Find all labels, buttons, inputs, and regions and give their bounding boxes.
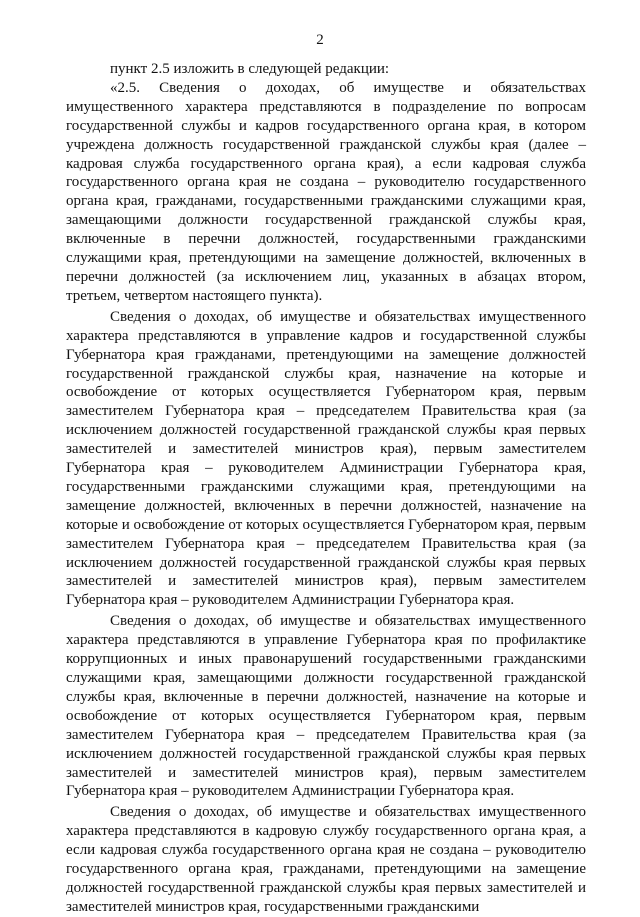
paragraph-2-5-main: «2.5. Сведения о доходах, об имуществе и обязательствах имущественного характера представляются в подразделение по вопросам государственной службы и кадров государственного органа края, в котором учреждена должность государственной гражданской службы края (далее – кадровая служба государственного органа края), а если кадровая служба государственного органа края не создана – руководителю государственного органа края, гражданами, государственными гражданскими служащими края, замещающими должности государственной гражданской службы края, включенные в перечни должностей, государственными гражданскими служащими края, претендующими на замещение должностей, включенных в перечни должностей (за исключением лиц, указанных в абзацах втором, третьем, четвертом настоящего пункта).	[66, 79, 586, 304]
paragraph-anticorruption-department: Сведения о доходах, об имуществе и обязательствах имущественного характера представляются в управление Губернатора края по профилактике коррупционных и иных правонарушений государственными гражданскими служащими края, замещающими должности государственной гражданской службы края, включенные в перечни должностей, назначение на которые и освобождение от которых осуществляется Губернатором края, первым заместителем Губернатора края – председателем Правительства края (за исключением должностей государственной гражданской службы края первых заместителей и заместителей министров края), первым заместителем Губернатора края – руководителем Администрации Губернатора края.	[66, 613, 586, 800]
paragraph-personnel-service: Сведения о доходах, об имуществе и обязательствах имущественного характера представляются в кадровую службу государственного органа края, а если кадровая служба государственного органа края не создана – руководителю государственного органа края, гражданами, претендующими на замещение должностей государственной гражданской службы края первых заместителей и заместителей министров края, государственными гражданскими	[66, 804, 586, 915]
paragraph-hr-department: Сведения о доходах, об имуществе и обязательствах имущественного характера представляются в управление кадров и государственной службы Губернатора края гражданами, претендующими на замещение должностей государственной гражданской службы края, назначение на которые и освобождение от которых осуществляется Губернатором края, первым заместителем Губернатора края – председателем Правительства края (за исключением должностей государственной гражданской службы края первых заместителей и заместителей министров края), первым заместителем Губернатора края – руководителем Администрации Губернатора края, государственными гражданскими служащими края, претендующими на замещение должностей, включенных в перечни должностей, назначение на которые и освобождение от которых осуществляется Губернатором края, первым заместителем Губернатора края – председателем Правительства края (за исключением должностей государственной гражданской службы края первых заместителей и заместителей министров края), первым заместителем Губернатора края – руководителем Администрации Губернатора края.	[66, 308, 586, 609]
document-body	[66, 60, 586, 917]
paragraph-intro: пункт 2.5 изложить в следующей редакции:	[110, 61, 390, 77]
page-number: 2	[316, 32, 324, 48]
